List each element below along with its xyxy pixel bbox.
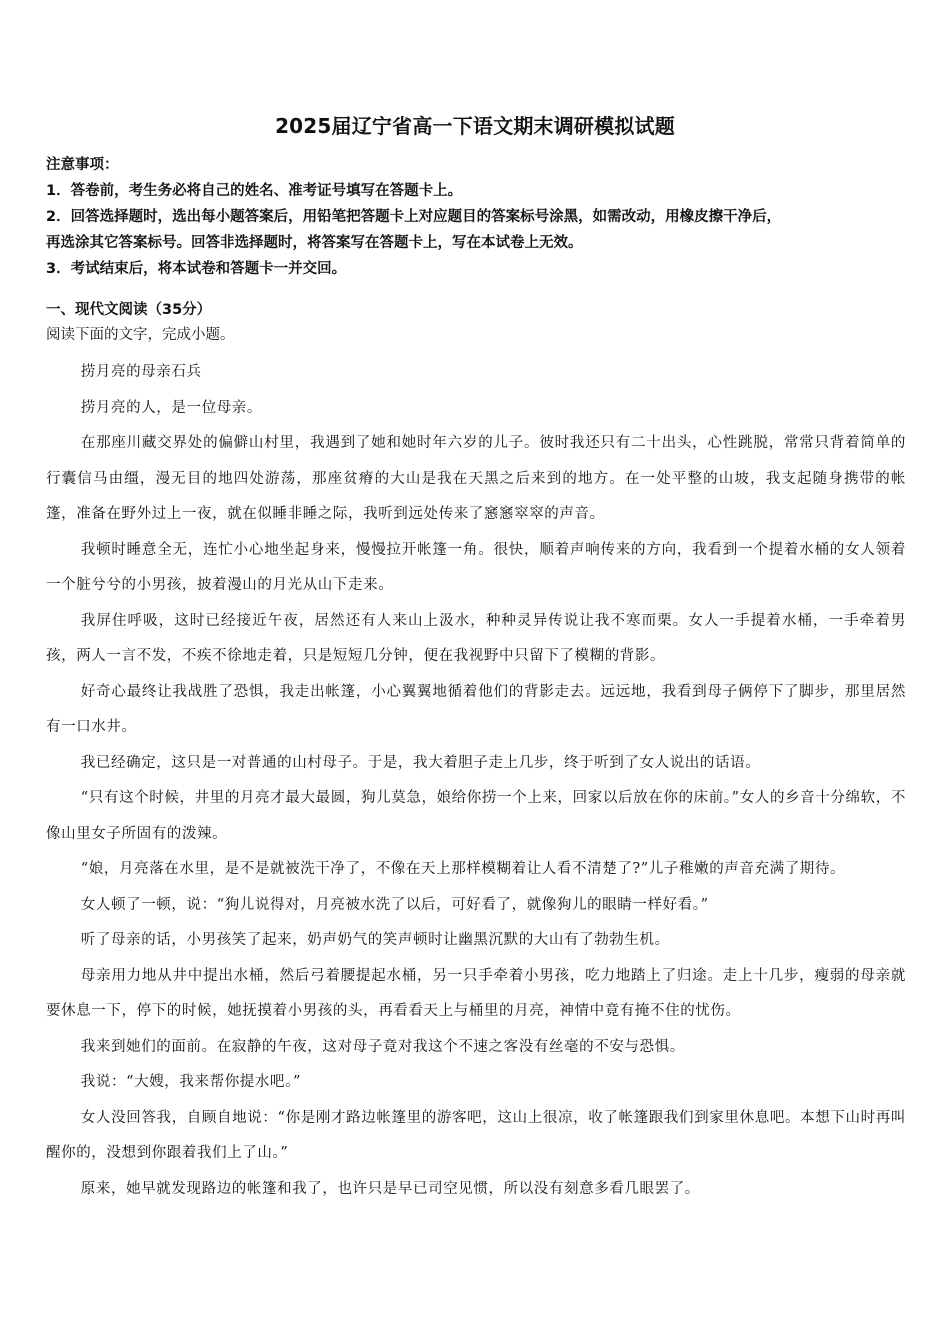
article-paragraph: 我说：“大嫂，我来帮你提水吧。” <box>80 1074 301 1090</box>
article-paragraph: 好奇心最终让我战胜了恐惧，我走出帐篷，小心翼翼地循着他们的背影走去。远远地，我看到母子俩停下了脚步，那里居然有一口水井。 <box>46 683 906 735</box>
notes-item: 2．回答选择题时，选出每小题答案后，用铅笔把答题卡上对应题目的答案标号涂黑，如需改动，用橡皮擦干净后， <box>46 209 782 225</box>
notes-item: 再选涂其它答案标号。回答非选择题时，将答案写在答题卡上，写在本试卷上无效。 <box>46 235 583 251</box>
article-paragraph: 母亲用力地从井中提出水桶，然后弓着腰提起水桶，另一只手牵着小男孩，吃力地踏上了归途。走上十几步，瘦弱的母亲就要休息一下，停下的时候，她抚摸着小男孩的头，再看看天上与桶里的月亮，神情中竟有掩不住的忧伤。 <box>46 967 906 1019</box>
article-paragraph: 我屏住呼吸，这时已经接近午夜，居然还有人来山上汲水，种种灵异传说让我不寒而栗。女人一手提着水桶，一手牵着男孩，两人一言不发，不疾不徐地走着，只是短短几分钟，便在我视野中只留下了模糊的背影。 <box>46 612 906 664</box>
article-paragraph: 女人顿了一顿，说：“狗儿说得对，月亮被水洗了以后，可好看了，就像狗儿的眼睛一样好看。” <box>80 896 709 913</box>
notes-item: 1．答卷前，考生务必将自己的姓名、准考证号填写在答题卡上。 <box>46 183 463 199</box>
article-paragraph: 我顿时睡意全无，连忙小心地坐起身来，慢慢拉开帐篷一角。很快，顺着声响传来的方向，我看到一个提着水桶的女人领着一个脏兮兮的小男孩，披着漫山的月光从山下走来。 <box>46 541 906 593</box>
notes-heading: 注意事项： <box>46 157 119 173</box>
article-paragraph: 我来到她们的面前。在寂静的午夜，这对母子竟对我这个不速之客没有丝毫的不安与恐惧。 <box>80 1038 685 1055</box>
article-paragraph: 原来，她早就发现路边的帐篷和我了，也许只是早已司空见惯，所以没有刻意多看几眼罢了。 <box>80 1180 700 1197</box>
reading-instruction: 阅读下面的文字，完成小题。 <box>46 327 235 343</box>
article-paragraph: 捞月亮的人，是一位母亲。 <box>80 399 262 416</box>
section-heading: 一、现代文阅读（35分） <box>46 302 212 318</box>
article-paragraph: 女人没回答我，自顾自地说：“你是刚才路边帐篷里的游客吧，这山上很凉，收了帐篷跟我们到家里休息吧。本想下山时再叫醒你的，没想到你跟着我们上了山。” <box>46 1109 906 1161</box>
article-paragraph: “娘，月亮落在水里，是不是就被洗干净了，不像在天上那样模糊着让人看不清楚了?”儿子稚嫩的声音充满了期待。 <box>80 861 846 877</box>
notes-item: 3．考试结束后，将本试卷和答题卡一并交回。 <box>46 261 347 277</box>
article-title-line: 捞月亮的母亲石兵 <box>80 364 202 380</box>
article-paragraph: 听了母亲的话，小男孩笑了起来，奶声奶气的笑声顿时让幽黑沉默的大山有了勃勃生机。 <box>80 932 670 948</box>
article-body <box>46 355 906 1207</box>
exam-title: 2025届辽宁省高一下语文期末调研模拟试题 <box>275 114 675 138</box>
notes-block <box>46 152 906 282</box>
article-paragraph: “只有这个时候，井里的月亮才最大最圆，狗儿莫急，娘给你捞一个上来，回家以后放在你的床前。”女人的乡音十分绵软，不像山里女子所固有的泼辣。 <box>46 790 906 842</box>
article-paragraph: 我已经确定，这只是一对普通的山村母子。于是，我大着胆子走上几步，终于听到了女人说出的话语。 <box>80 754 761 771</box>
article-paragraph: 在那座川藏交界处的偏僻山村里，我遇到了她和她时年六岁的儿子。彼时我还只有二十出头，心性跳脱，常常只背着简单的行囊信马由缰，漫无目的地四处游荡，那座贫瘠的大山是我在天黑之后来到的地方。在一处平整的山坡，我支起随身携带的帐篷，准备在野外过上一夜，就在似睡非睡之际，我听到远处传来了窸窸窣窣的声音。 <box>46 435 906 522</box>
